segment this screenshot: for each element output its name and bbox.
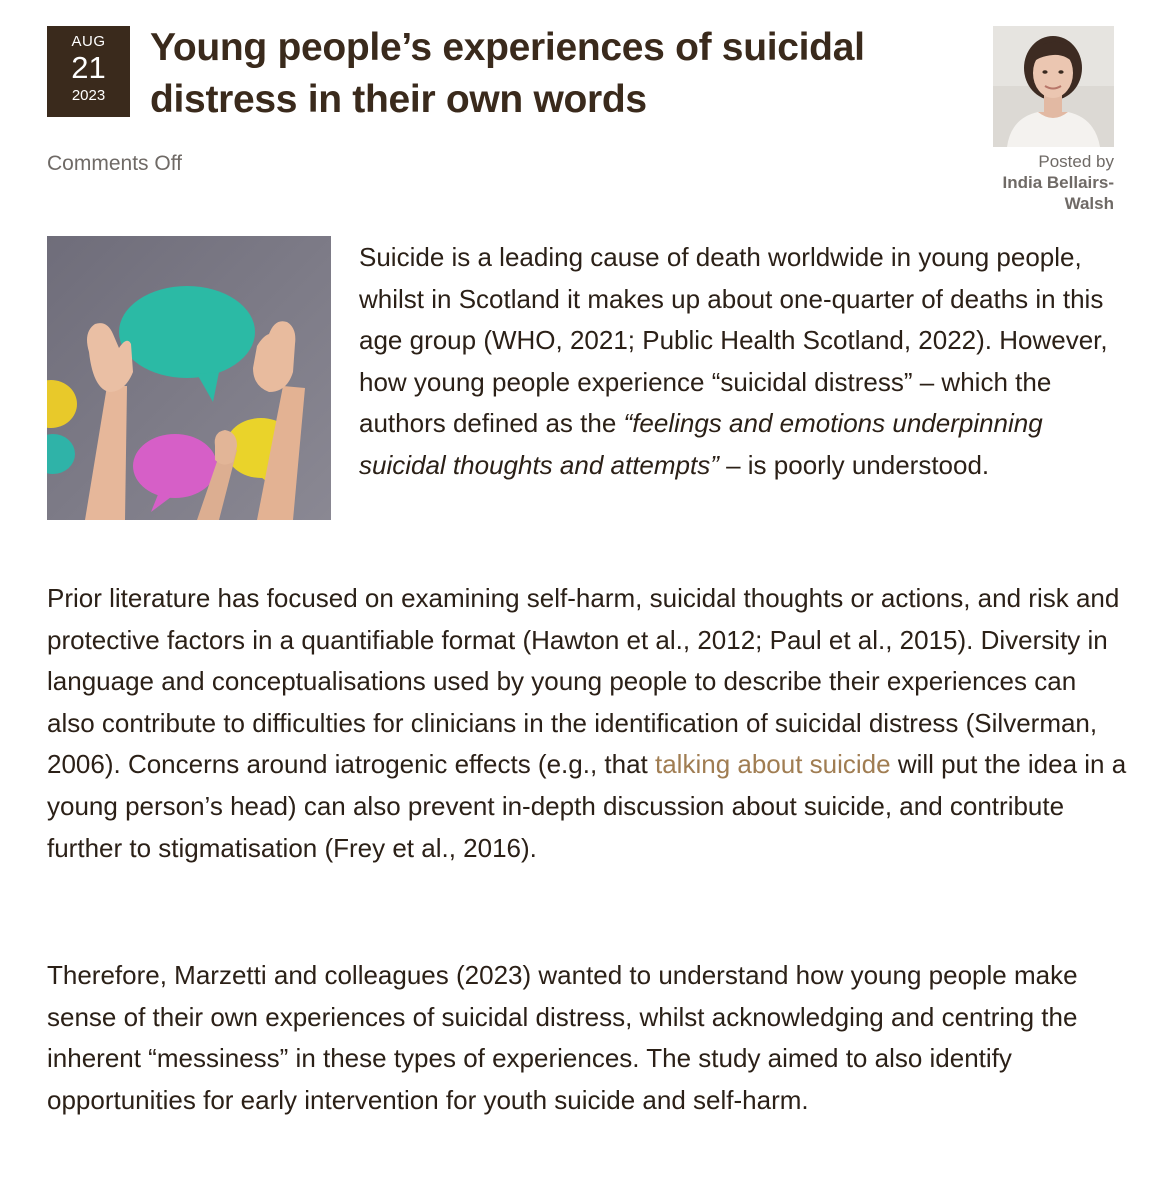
author-meta [964,151,1114,214]
talking-about-suicide-link[interactable]: talking about suicide [655,749,891,780]
post-title[interactable]: Young people’s experiences of suicidal distress in their own words [150,26,865,121]
post-date-year: 2023 [71,87,106,104]
body-paragraph-2 [47,578,1127,869]
post-date-day: 21 [71,50,106,85]
author-portrait-image[interactable] [993,26,1114,147]
paragraph2-text-part2: will put the idea in a young person’s head) can also prevent in-depth discussion about suicide, and contribute further to stigmatisation (Frey et al., 2016). [47,749,1127,863]
author-portrait-graphic [993,26,1114,147]
featured-image [47,236,331,520]
post-date-month: AUG [71,33,106,50]
body-paragraph-3: Therefore, Marzetti and colleagues (2023) wanted to understand how young people make sense of their own experiences of suicidal distress, whilst acknowledging and centring the inherent “messiness” in these types of experiences. The study aimed to also identify opportunities for early intervention for youth suicide and self-harm. [47,960,1078,1115]
intro-paragraph [359,237,1119,487]
post-date-badge [47,26,130,117]
author-name-link[interactable]: India Bellairs-Walsh [1002,173,1114,213]
paragraph2-text-part1: Prior literature has focused on examining self-harm, suicidal thoughts or actions, and risk and protective factors in a quantifiable format (Hawton et al., 2012; Paul et al., 2015). Diversity in language and conceptualisations used by young people to describe their experiences can also contribute to difficulties for clinicians in the identification of suicidal distress (Silverman, 2006). Concerns around iatrogenic effects (e.g., that [47,583,1120,780]
intro-text-part1: Suicide is a leading cause of death worldwide in young people, whilst in Scotland it makes up about one-quarter of deaths in this age group (WHO, 2021; Public Health Scotland, 2022). However, how young people experience “suicidal distress” – which the authors defined as the [359,242,1108,439]
hands-holding-speech-bubbles-image [47,236,331,520]
intro-text-part2: – is poorly understood. [718,449,990,480]
intro-quote: “feelings and emotions underpinning suicidal thoughts and attempts” [359,408,1043,480]
comments-status: Comments Off [47,152,182,175]
posted-by-label: Posted by [1038,152,1114,171]
